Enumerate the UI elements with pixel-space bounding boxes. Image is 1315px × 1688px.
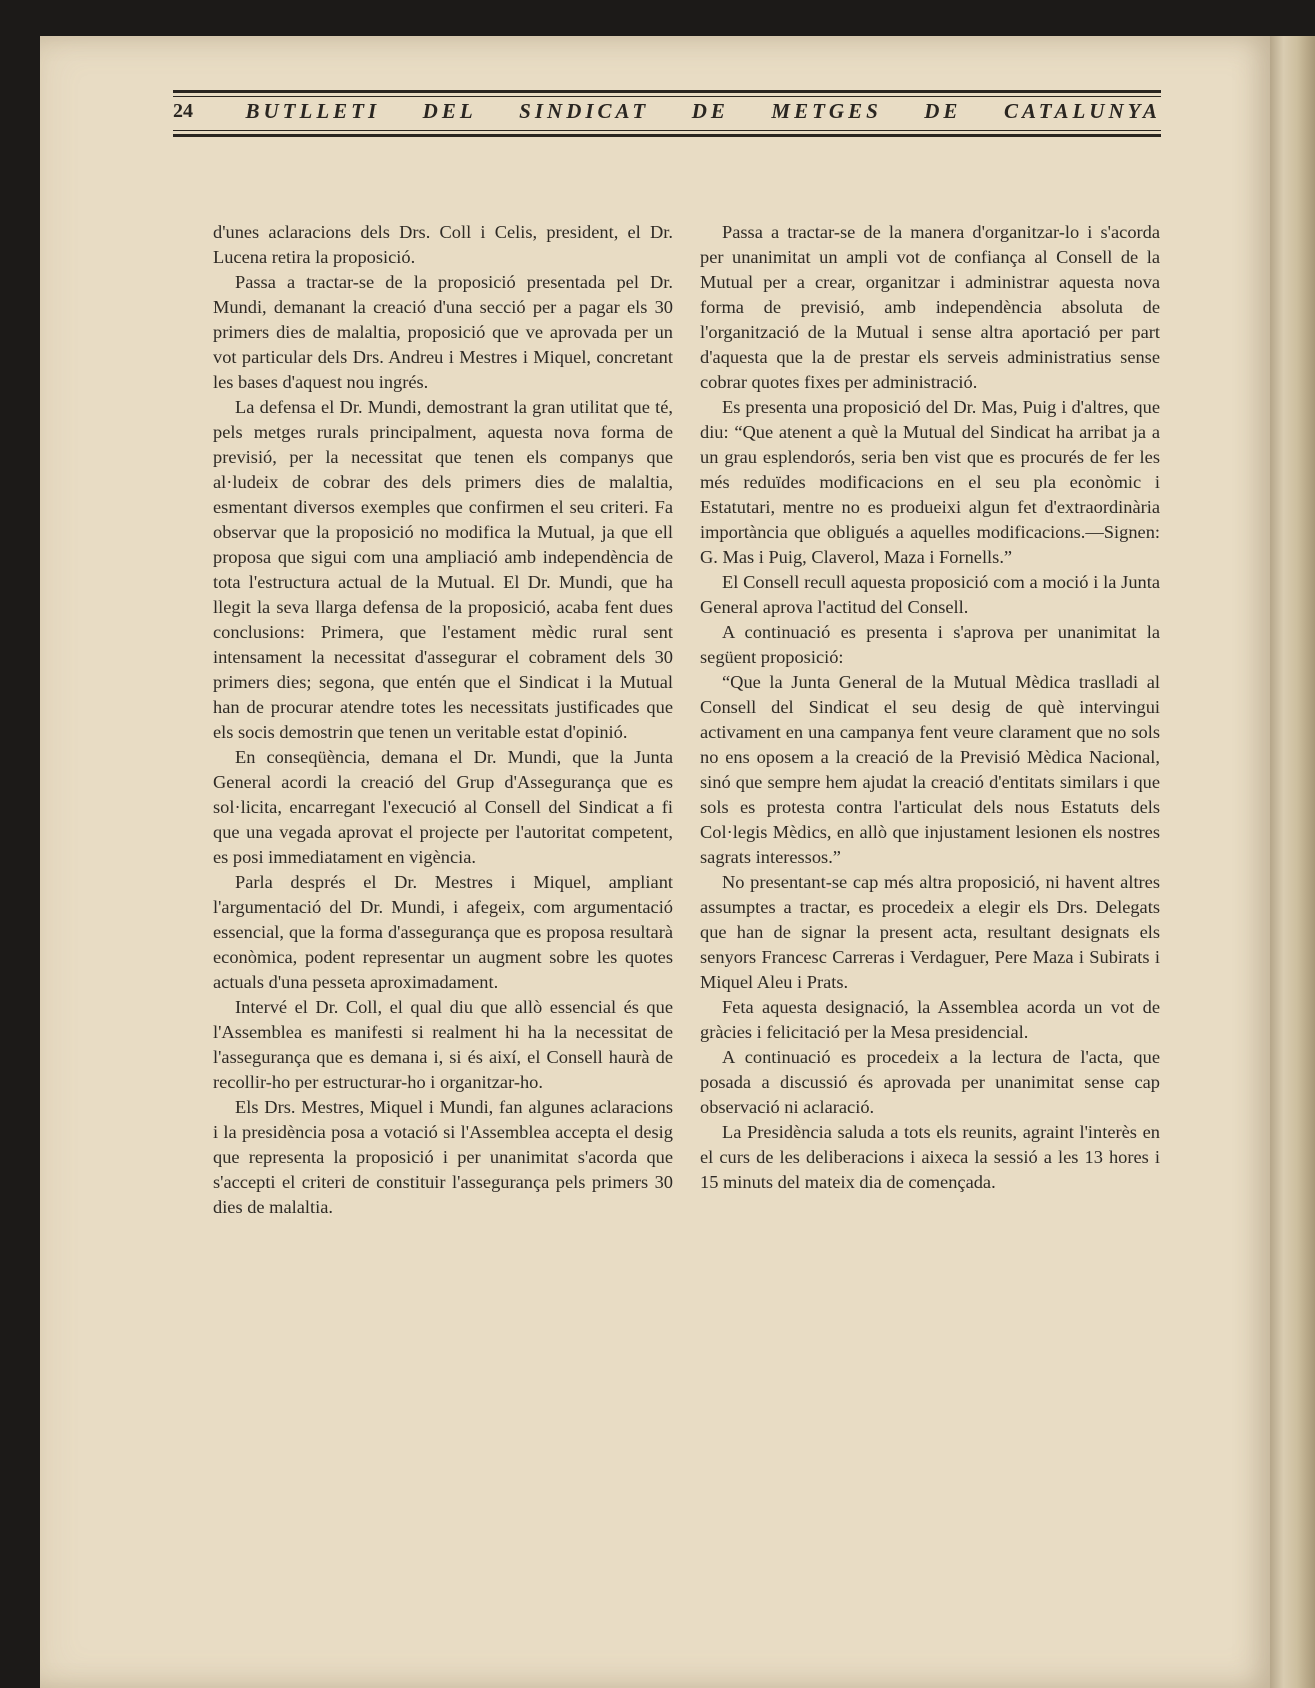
right-column [700,220,1160,1195]
paragraph: No presentant-se cap més altra proposició, ni havent altres assumptes a tractar, es procedeix a elegir els Drs. Delegats que han de signar la present acta, resultant designats els senyors Francesc Carreras i Verdaguer, Pere Maza i Subirats i Miquel Aleu i Prats. [700,872,1160,992]
header-word: DE [924,98,962,123]
page-edge [1270,36,1315,1688]
paragraph: En conseqüència, demana el Dr. Mundi, que la Junta General acordi la creació del Grup d'Assegurança que es sol·licita, encarregant l'execució al Consell del Sindicat a fi que una vegada aprovat el projecte per l'autoritat competent, es posi immediatament en vigència. [213,747,673,867]
header-rule-top [173,90,1161,93]
paragraph: La Presidència saluda a tots els reunits, agraint l'interès en el curs de les deliberacions i aixeca la sessió a les 13 hores i 15 minuts del mateix dia de començada. [700,1122,1160,1192]
header-word: METGES [771,98,882,123]
paragraph: Es presenta una proposició del Dr. Mas, Puig i d'altres, que diu: “Que atenent a què la Mutual del Sindicat ha arribat ja a un grau esplendorós, seria ben vist que es procurés de fer les més reduïdes modificacions en el seu pla econòmic i Estatutari, mentre no es produeixi algun fet d'extraordinària importància que obligués a aquelles modificacions.—Signen: G. Mas i Puig, Claverol, Maza i Fornells.” [700,397,1160,567]
paragraph: A continuació es procedeix a la lectura de l'acta, que posada a discussió és aprovada per unanimitat sense cap observació ni aclaració. [700,1047,1160,1117]
header-rule-top-thin [173,96,1161,97]
paragraph: Intervé el Dr. Coll, el qual diu que allò essencial és que l'Assemblea es manifesti si realment hi ha la necessitat de l'assegurança que es demana i, si és així, el Consell haurà de recollir-ho per estructurar-ho i organitzar-ho. [213,997,673,1092]
paragraph: Parla després el Dr. Mestres i Miquel, ampliant l'argumentació del Dr. Mundi, i afegeix, com argumentació essencial, que la forma d'assegurança que es proposa resultarà econòmica, podent representar un augment sobre les quotes actuals d'una pesseta aproximadament. [213,872,673,992]
header-rule-bottom-thin [173,130,1161,131]
paragraph: Feta aquesta designació, la Assemblea acorda un vot de gràcies i felicitació per la Mesa presidencial. [700,997,1160,1042]
paragraph: Passa a tractar-se de la manera d'organitzar-lo i s'acorda per unanimitat un ampli vot de confiança al Consell de la Mutual per a crear, organitzar i administrar aquesta nova forma de previsió, amb independència absoluta de l'organització de la Mutual i sense altra aportació per part d'aquesta que la de prestar els serveis administratius sense cobrar quotes fixes per administració. [700,222,1160,392]
header-rule-bottom [173,134,1161,137]
paragraph: A continuació es presenta i s'aprova per unanimitat la següent proposició: [700,622,1160,667]
header-word: DEL [422,98,477,123]
left-column [213,220,673,1220]
paragraph: Els Drs. Mestres, Miquel i Mundi, fan algunes aclaracions i la presidència posa a votació si l'Assemblea accepta el desig que representa la proposició i per unanimitat s'acorda que s'accepti el criteri de constituir l'assegurança pels primers 30 dies de malaltia. [213,1097,673,1217]
header-word: SINDICAT [519,98,650,123]
paragraph: “Que la Junta General de la Mutual Mèdica traslladi al Consell del Sindicat el seu desig de què intervingui activament en una campanya fent veure clarament que no sols no ens oposem a la creació de la Previsió Mèdica Nacional, sinó que sempre hem ajudat la creació d'entitats similars i que sols es protesta contra l'articulat dels nous Estatuts dels Col·legis Mèdics, en allò que injustament lesionen els nostres sagrats interessos.” [700,672,1160,867]
header-word: CATALUNYA [1003,98,1161,123]
paragraph: d'unes aclaracions dels Drs. Coll i Celis, president, el Dr. Lucena retira la proposició. [213,222,673,267]
paragraph: Passa a tractar-se de la proposició presentada pel Dr. Mundi, demanant la creació d'una secció per a pagar els 30 primers dies de malaltia, proposició que ve aprovada per un vot particular dels Drs. Andreu i Mestres i Miquel, concretant les bases d'aquest nou ingrés. [213,272,673,392]
running-header [173,96,1161,144]
paragraph: El Consell recull aquesta proposició com a moció i la Junta General aprova l'actitud del Consell. [700,572,1160,617]
paragraph: La defensa el Dr. Mundi, demostrant la gran utilitat que té, pels metges rurals principalment, aquesta nova forma de previsió, per la necessitat que tenen els companys que al·ludeix de cobrar des dels primers dies de malaltia, esmentant diversos exemples que confirmen el seu criteri. Fa observar que la proposició no modifica la Mutual, ja que ell proposa que sigui com una ampliació amb independència de tota l'estructura actual de la Mutual. El Dr. Mundi, que ha llegit la seva llarga defensa de la proposició, acaba fent dues conclusions: Primera, que l'estament mèdic rural sent intensament la necessitat d'assegurar el cobrament dels 30 primers dies; segona, que entén que el Sindicat i la Mutual han de procurar atendre totes les necessitats justificades que els socis demostrin que tenen un veritable estat d'opinió. [213,397,673,742]
header-text [173,99,1161,123]
header-word: DE [691,98,729,123]
page-number: 24 [173,99,193,122]
header-word: BUTLLETI [245,98,381,123]
